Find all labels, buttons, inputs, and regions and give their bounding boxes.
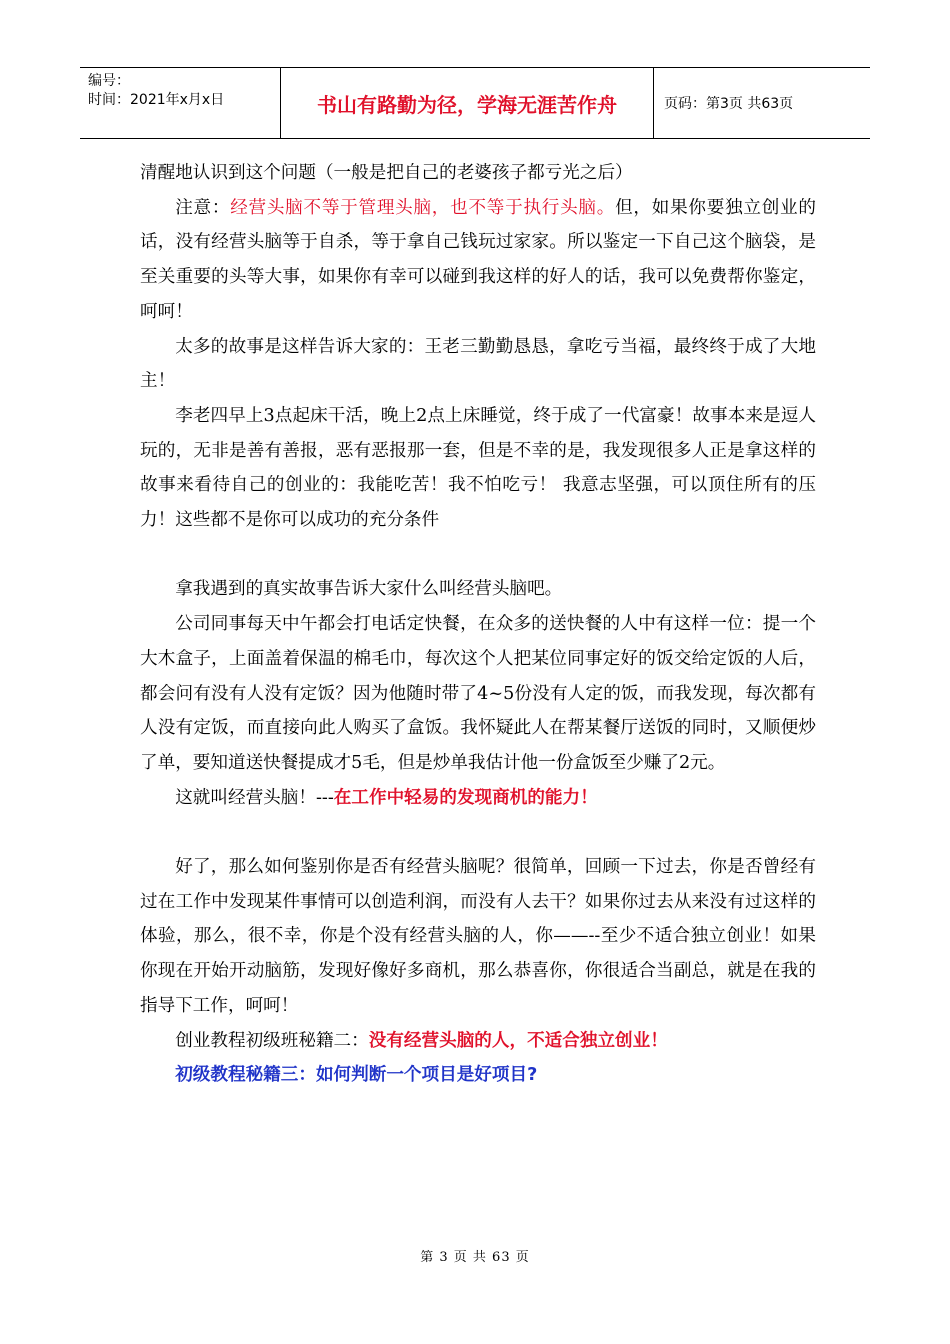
definition-highlight: 在工作中轻易的发现商机的能力！ (333, 787, 598, 808)
header-page-info: 页码：第3页 共63页 (664, 96, 794, 112)
header-meta (80, 68, 281, 138)
page-header (80, 67, 870, 139)
number-label: 编号： (88, 73, 130, 89)
header-motto: 书山有路勤为径，学海无涯苦作舟 (281, 68, 654, 138)
date-label: 时间：2021年x月x日 (88, 92, 225, 108)
note-rest: 但，如果你要独立创业的话，没有经营头脑等于自杀，等于拿自己钱玩过家家。所以鉴定一下自己这个脑袋，是至关重要的头等大事，如果你有幸可以碰到我这样的好人的话，我可以免费帮你鉴定，呵呵！ (140, 197, 816, 322)
paragraph-5: 拿我遇到的真实故事告诉大家什么叫经营头脑吧。 (175, 579, 563, 600)
blank-line (140, 538, 816, 573)
section-heading: 初级教程秘籍三：如何判断一个项目是好项目? (175, 1065, 538, 1086)
paragraph-6: 公司同事每天中午都会打电话定快餐，在众多的送快餐的人中有这样一位：提一个大木盒子，上面盖着保温的棉毛巾，每次这个人把某位同事定好的饭交给定饭的人后，都会问有没有人没有定饭？因为他随时带了4~5份没有人定的饭，而我发现，每次都有人没有定饭，而直接向此人购买了盒饭。我怀疑此人在帮某餐厅送饭的同时，又顺便炒了单，要知道送快餐提成才5毛，但是炒单我估计他一份盒饭至少赚了2元。 (140, 614, 816, 773)
note-highlight: 经营头脑不等于管理头脑，也不等于执行头脑。 (230, 197, 616, 218)
paragraph-7 (140, 781, 816, 816)
paragraph-9 (140, 1024, 816, 1059)
paragraph-2 (140, 191, 816, 330)
document-body (140, 156, 816, 1093)
secret-two-highlight: 没有经营头脑的人，不适合独立创业！ (368, 1030, 668, 1051)
page-footer: 第 3 页 共 63 页 (420, 1250, 530, 1265)
paragraph-4: 李老四早上3点起床干活，晚上2点上床睡觉，终于成了一代富豪！故事本来是逗人玩的，无非是善有善报，恶有恶报那一套，但是不幸的是，我发现很多人正是拿这样的故事来看待自己的创业的：我能吃苦！我不怕吃亏！ 我意志坚强，可以顶住所有的压力！这些都不是你可以成功的充分条件 (140, 405, 816, 531)
note-prefix: 注意： (175, 197, 231, 218)
blank-line (140, 815, 816, 850)
paragraph-3: 太多的故事是这样告诉大家的：王老三勤勤恳恳，拿吃亏当福，最终终于成了大地主！ (140, 336, 816, 392)
paragraph-8: 好了，那么如何鉴别你是否有经营头脑呢？很简单，回顾一下过去，你是否曾经有过在工作中发现某件事情可以创造利润，而没有人去干？如果你过去从来没有过这样的体验，那么，很不幸，你是个没有经营头脑的人，你——--至少不适合独立创业！如果你现在开始开动脑筋，发现好像好多商机，那么恭喜你，你很适合当副总，就是在我的指导下工作，呵呵！ (140, 857, 816, 1016)
paragraph-1: 清醒地认识到这个问题（一般是把自己的老婆孩子都亏光之后） (140, 163, 633, 183)
secret-two-prefix: 创业教程初级班秘籍二： (175, 1030, 369, 1051)
definition-prefix: 这就叫经营头脑！--- (175, 787, 334, 808)
